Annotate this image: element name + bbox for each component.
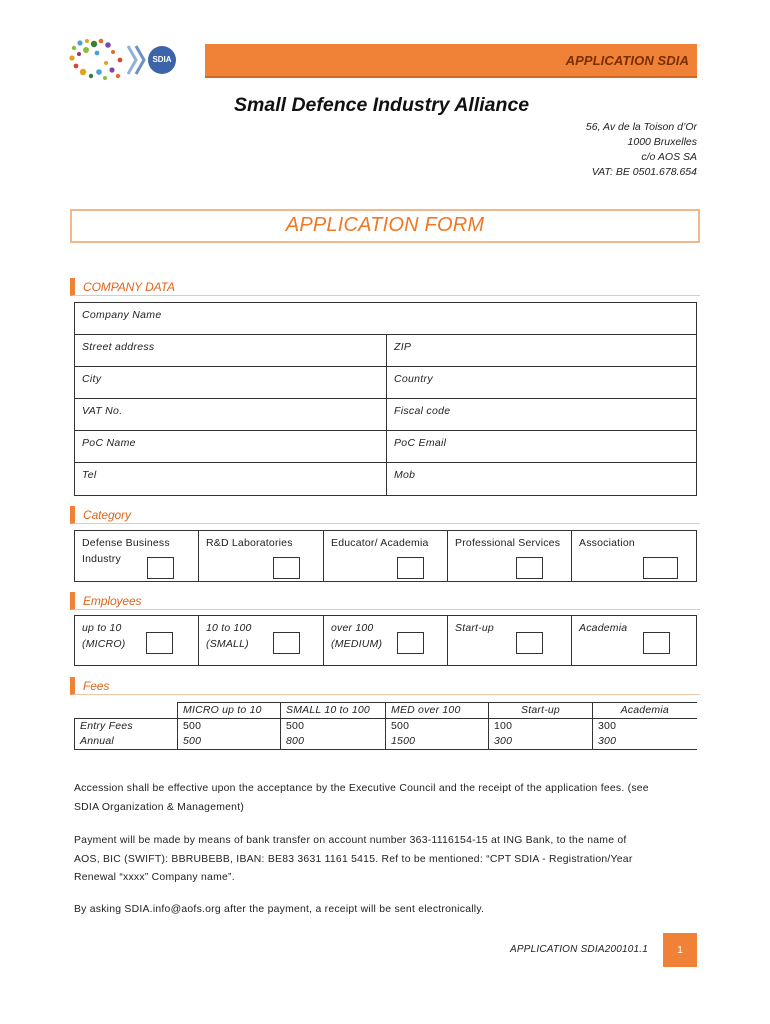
option-label: (MEDIUM) <box>331 638 383 650</box>
fees-cell: 300 <box>593 718 697 734</box>
checkbox[interactable] <box>273 557 300 579</box>
accession-paragraph <box>74 780 699 817</box>
address-line: VAT: BE 0501.678.654 <box>591 166 697 178</box>
employees-option-micro[interactable] <box>75 616 199 666</box>
checkbox[interactable] <box>147 557 174 579</box>
page-number: 1 <box>677 944 683 956</box>
payment-paragraph <box>74 832 699 888</box>
option-label: 10 to 100 <box>206 622 252 634</box>
employees-table <box>74 615 697 666</box>
section-title: Employees <box>83 594 142 608</box>
category-option-rnd[interactable] <box>199 531 324 582</box>
fees-cell: 500 <box>281 718 386 734</box>
category-option-association[interactable] <box>572 531 697 582</box>
org-name: Small Defence Industry Alliance <box>234 94 530 116</box>
receipt-paragraph <box>74 901 699 920</box>
company-data-table <box>74 302 697 496</box>
address-line: 1000 Bruxelles <box>627 136 697 148</box>
fees-column-header: MED over 100 <box>386 703 489 719</box>
category-option-educator[interactable] <box>324 531 448 582</box>
category-option-professional[interactable] <box>448 531 572 582</box>
mob-field[interactable]: Mob <box>387 463 697 496</box>
fees-row-label: Entry Fees <box>75 718 178 734</box>
option-label: Association <box>579 537 635 549</box>
checkbox[interactable] <box>516 632 543 654</box>
section-title: COMPANY DATA <box>83 280 175 294</box>
option-label: over 100 <box>331 622 374 634</box>
checkbox[interactable] <box>643 557 678 579</box>
employees-option-academia[interactable] <box>572 616 697 666</box>
fees-cell: 1500 <box>386 734 489 750</box>
option-label: Academia <box>579 622 628 634</box>
fees-row-entry <box>75 718 697 734</box>
paragraph-line: SDIA Organization & Management) <box>74 801 245 813</box>
employees-option-startup[interactable] <box>448 616 572 666</box>
section-company-data <box>70 278 700 296</box>
poc-name-field[interactable]: PoC Name <box>75 431 387 463</box>
checkbox[interactable] <box>397 557 424 579</box>
banner-label: APPLICATION SDIA <box>565 53 689 68</box>
fees-row-annual <box>75 734 697 750</box>
paragraph-line: Accession shall be effective upon the acceptance by the Executive Council and the receipt of the application fees. (see <box>74 783 649 794</box>
zip-field[interactable]: ZIP <box>387 335 697 367</box>
fiscal-code-field[interactable]: Fiscal code <box>387 399 697 431</box>
checkbox[interactable] <box>146 632 173 654</box>
company-name-field[interactable]: Company Name <box>75 303 697 335</box>
fees-cell: 800 <box>281 734 386 750</box>
section-employees <box>70 592 700 610</box>
page-number-box <box>663 933 697 967</box>
category-table <box>74 530 697 582</box>
fees-column-header: MICRO up to 10 <box>178 703 281 719</box>
address-line: 56, Av de la Toison d’Or <box>585 121 697 133</box>
section-category <box>70 506 700 524</box>
category-option-defense[interactable] <box>75 531 199 582</box>
form-title: APPLICATION FORM <box>285 214 485 236</box>
tel-field[interactable]: Tel <box>75 463 387 496</box>
paragraph-line: By asking SDIA.info@aofs.org after the payment, a receipt will be sent electronically. <box>74 904 485 915</box>
section-title: Category <box>83 508 131 522</box>
fees-cell: 500 <box>386 718 489 734</box>
sdia-logo <box>68 36 184 84</box>
street-address-field[interactable]: Street address <box>75 335 387 367</box>
poc-email-field[interactable]: PoC Email <box>387 431 697 463</box>
fees-column-header: SMALL 10 to 100 <box>281 703 386 719</box>
employees-option-small[interactable] <box>199 616 324 666</box>
option-label: Industry <box>82 553 121 565</box>
section-fees <box>70 677 700 695</box>
option-label: Professional Services <box>455 537 561 549</box>
fees-cell: 300 <box>489 734 593 750</box>
fees-cell: 500 <box>178 718 281 734</box>
fees-cell: 100 <box>489 718 593 734</box>
checkbox[interactable] <box>516 557 543 579</box>
address-line: c/o AOS SA <box>641 151 697 163</box>
footer-doc-code: APPLICATION SDIA200101.1 <box>510 944 649 955</box>
org-address <box>586 120 697 180</box>
option-label: Educator/ Academia <box>331 537 429 549</box>
checkbox[interactable] <box>643 632 670 654</box>
city-field[interactable]: City <box>75 367 387 399</box>
fees-cell: 300 <box>593 734 697 750</box>
paragraph-line: Payment will be made by means of bank transfer on account number 363-1116154-15 at ING Bank, to the name of <box>74 835 627 846</box>
option-label: (MICRO) <box>82 638 126 650</box>
option-label: (SMALL) <box>206 638 249 650</box>
checkbox[interactable] <box>397 632 424 654</box>
fees-header-empty <box>75 703 178 719</box>
option-label: up to 10 <box>82 622 122 634</box>
fees-cell: 500 <box>178 734 281 750</box>
option-label: Defense Business <box>82 537 170 549</box>
fees-table <box>74 702 697 750</box>
application-banner <box>205 44 697 78</box>
employees-option-medium[interactable] <box>324 616 448 666</box>
fees-row-label: Annual <box>75 734 178 750</box>
fees-column-header: Start-up <box>489 703 593 719</box>
option-label: R&D Laboratories <box>206 537 293 549</box>
paragraph-line: AOS, BIC (SWIFT): BBRUBEBB, IBAN: BE83 3631 1161 5415. Ref to be mentioned: “CPT SDIA - Registration/Year <box>74 853 633 865</box>
section-title: Fees <box>83 679 110 693</box>
sdia-logo-text: SDIA <box>152 55 172 64</box>
country-field[interactable]: Country <box>387 367 697 399</box>
form-title-box <box>70 209 700 243</box>
checkbox[interactable] <box>273 632 300 654</box>
option-label: Start-up <box>455 622 494 634</box>
paragraph-line: Renewal “xxxx” Company name”. <box>74 872 235 883</box>
vat-field[interactable]: VAT No. <box>75 399 387 431</box>
fees-column-header: Academia <box>593 703 697 719</box>
